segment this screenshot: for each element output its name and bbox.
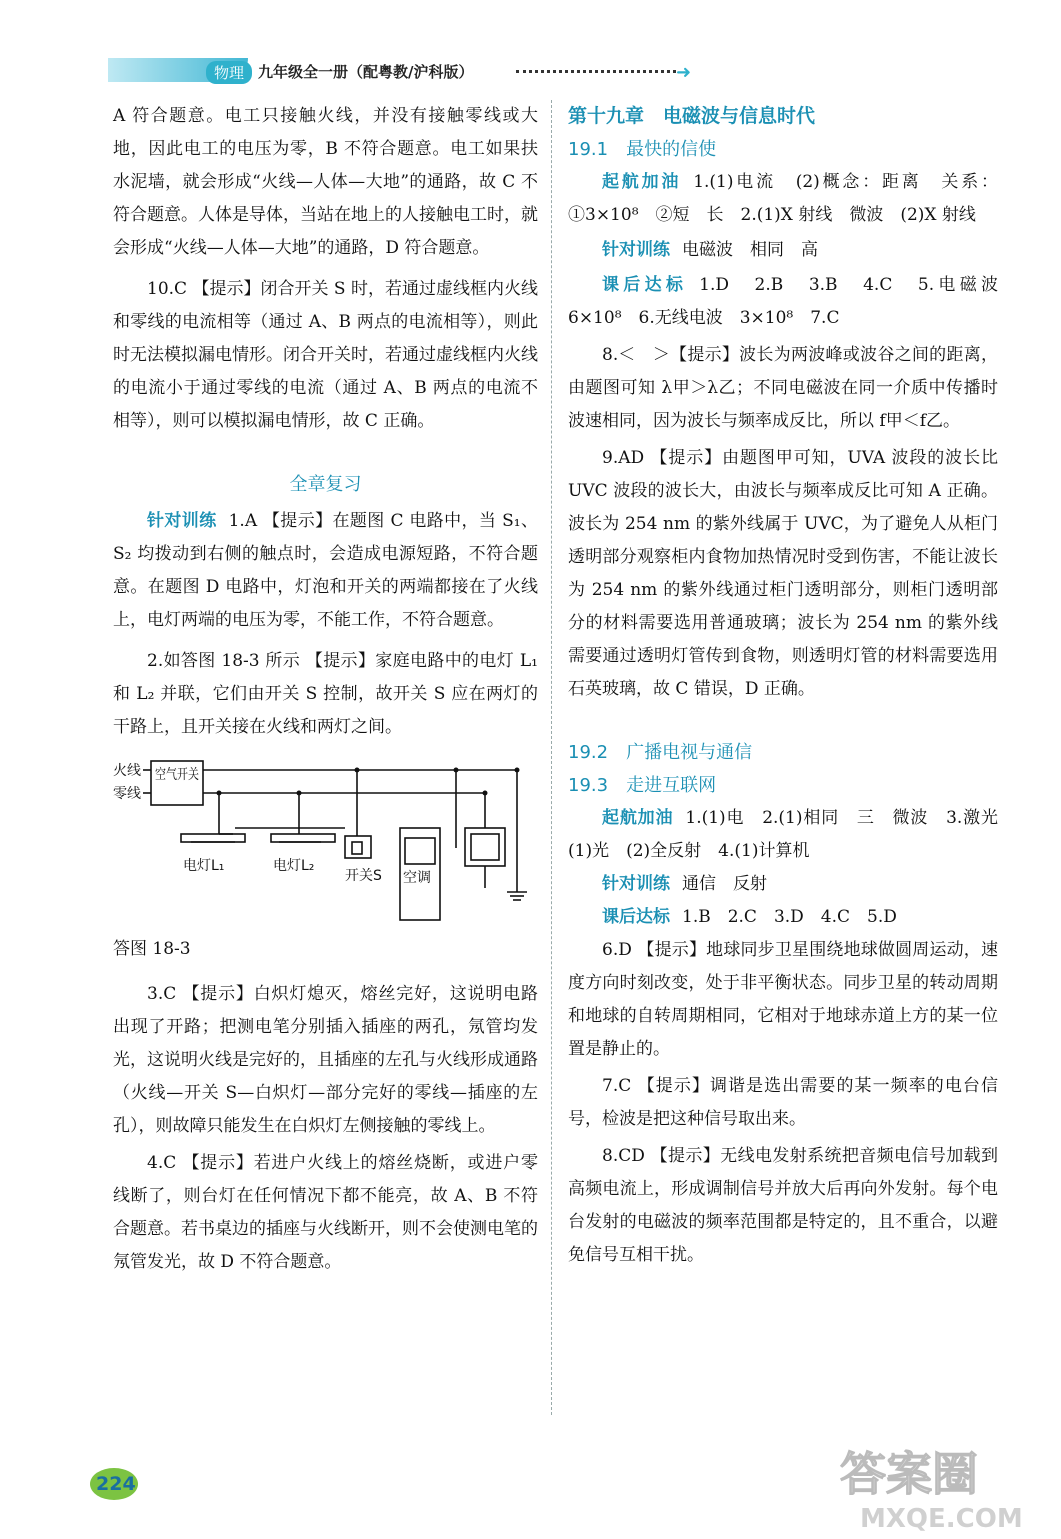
answer-paragraph [568,868,998,901]
circuit-diagram [113,758,533,933]
left-column [113,100,538,1279]
section-title: 19.2 广播电视与通信 [568,742,753,763]
label-switch: 开关S [345,868,382,884]
figure-caption: 答图 18-3 [113,939,191,959]
page-number-text: 224 [96,1473,136,1495]
book-title: 九年级全一册（配粤教/沪科版） [258,63,474,81]
subject-badge: 物理 [206,61,252,84]
section-tag: 课后达标 [602,907,670,927]
answer-paragraph [568,269,1015,335]
answer-text: 1.B 2.C 3.D 4.C 5.D [682,907,897,927]
answer-paragraph: 10.C 【提示】闭合开关 S 时，若通过虚线框内火线和零线的电流相等（通过 A、B 两点的电流相等），则此时无法模拟漏电情形。闭合开关时，若通过虚线框内火线的电流小于通过零线的电流（通过 A、B 两点的电流不相等），则可以模拟漏电情形，故 C 正确。 [113,279,538,431]
answer-text: 通信 反射 [682,874,767,894]
answer-paragraph: 9.AD 【提示】由题图甲可知，UVA 波段的波长比 UVC 波段的波长大，由波长与频率成反比可知 A 正确。波长为 254 nm 的紫外线属于 UVC，为了避免人从柜门透明部分观察柜内食物加热情况时受到伤害，不能让波长为 254 nm 的紫外线通过柜门透明部分，则柜门透明部分的材料需要选用普通玻璃；波长为 254 nm 的紫外线需要通过透明灯管传到食物，则透明灯管的材料需要选用石英玻璃，故 C 错误，D 正确。 [568,448,998,699]
header-dots [516,70,676,73]
answer-paragraph [568,802,1015,868]
section-title: 19.1 最快的信使 [568,139,717,160]
right-column [568,100,1015,1272]
watermark [830,1435,1060,1535]
watermark-url: MXQE.COM [860,1504,1023,1534]
column-divider [551,100,552,1415]
section-tag: 起航加油 [602,172,682,192]
answer-paragraph: 2.如答图 18-3 所示 【提示】家庭电路中的电灯 L₁ 和 L₂ 并联，它们由开关 S 控制，故开关 S 应在两灯的干路上，且开关接在火线和两灯之间。 [113,651,538,737]
arrow-right-icon: ➜ [676,62,692,83]
section-tag: 针对训练 [602,874,670,894]
watermark-logo [830,1435,1060,1535]
answer-paragraph [568,166,998,232]
label-lamp2: 电灯L₂ [273,858,315,874]
answer-text: 1.A 【提示】在题图 C 电路中，当 S₁、S₂ 均拨动到右侧的触点时，会造成电源短路，不符合题意。在题图 D 电路中，灯泡和开关的两端都接在了火线上，电灯两端的电压为零，不能工作，不符合题意。 [113,511,538,630]
answer-text: 1.(1)电流 (2)概念：距离 关系：①3×10⁸ ②短 长 2.(1)X 射线 微波 (2)X 射线 [568,172,998,225]
answer-paragraph: 4.C 【提示】若进户火线上的熔丝烧断，或进户零线断了，则台灯在任何情况下都不能亮，故 A、B 不符合题意。若书桌边的插座与火线断开，则不会使测电笔的氖管发光，故 D 不符合题意。 [113,1153,538,1272]
label-breaker: 空气开关 [155,767,211,783]
answer-text: 电磁波 相同 高 [682,240,818,260]
answer-paragraph: 8.＜ ＞【提示】波长为两波峰或波谷之间的距离，由题图可知 λ甲＞λ乙；不同电磁波在同一介质中传播时波速相同，因为波长与频率成反比，所以 f甲＜f乙。 [568,345,998,431]
answer-paragraph: A 符合题意。电工只接触火线，并没有接触零线或大地，因此电工的电压为零，B 不符合题意。电工如果扶水泥墙，就会形成“火线—人体—大地”的通路，故 C 不符合题意。人体是导体，当站在地上的人接触电工时，就会形成“火线—人体—大地”的通路，D 符合题意。 [113,106,538,258]
chapter-title: 第十九章 电磁波与信息时代 [568,105,816,127]
circuit-svg [113,758,533,933]
label-ac: 空调 [403,870,431,886]
label-lamp1: 电灯L₁ [183,858,225,874]
watermark-text: 答案圈 [840,1447,978,1501]
answer-paragraph: 6.D 【提示】地球同步卫星围绕地球做圆周运动，速度方向时刻改变，处于非平衡状态。同步卫星的转动周期和地球的自转周期相同，它相对于地球赤道上方的某一位置是静止的。 [568,940,998,1059]
section-tag: 针对训练 [147,511,217,531]
answer-paragraph: 8.CD 【提示】无线电发射系统把音频电信号加载到高频电流上，形成调制信号并放大后再向外发射。每个电台发射的电磁波的频率范围都是特定的，且不重合，以避免信号互相干扰。 [568,1146,998,1265]
page-number [86,1462,142,1502]
answer-paragraph [113,505,538,637]
section-tag: 课后达标 [602,275,688,295]
answer-text: 1.(1)电 2.(1)相同 三 微波 3.激光 (1)光 (2)全反射 4.(1)计算机 [568,808,1015,861]
answer-paragraph [568,234,998,267]
answer-paragraph: 3.C 【提示】白炽灯熄灭，熔丝完好，这说明电路出现了开路；把测电笔分别插入插座的两孔，氖管均发光，这说明火线是完好的，且插座的左孔与火线形成通路（火线—开关 S—白炽灯—部分完好的零线—插座的左孔），则故障只能发生在白炽灯左侧接触的零线上。 [113,984,538,1136]
label-live: 火线 [113,763,141,779]
answer-paragraph: 7.C 【提示】调谐是选出需要的某一频率的电台信号，检波是把这种信号取出来。 [568,1076,998,1129]
section-title: 19.3 走进互联网 [568,775,717,796]
answer-text: 1.D 2.B 3.B 4.C 5.电磁波 6×10⁸ 6.无线电波 3×10⁸ 7.C [568,275,1015,328]
section-tag: 起航加油 [602,808,674,828]
label-neutral: 零线 [113,786,141,802]
section-tag: 针对训练 [602,240,670,260]
page-header [108,52,728,88]
review-title: 全章复习 [289,474,362,495]
answer-paragraph [568,901,998,934]
